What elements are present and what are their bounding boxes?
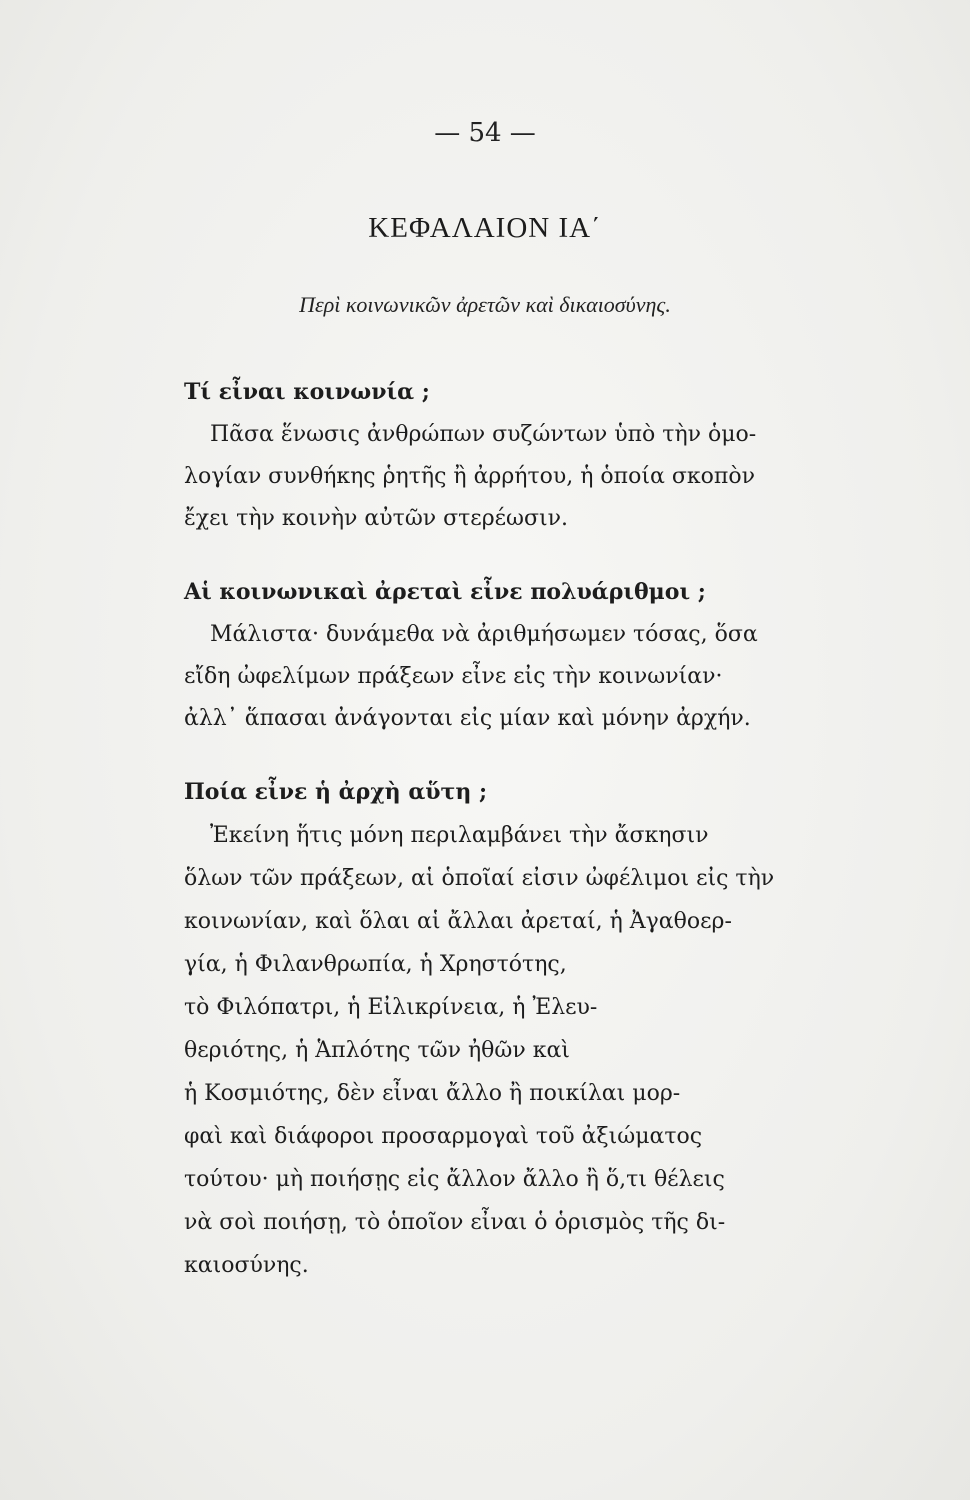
answer-line: ἔχει τὴν κοινὴν αὐτῶν στερέωσιν. <box>184 506 568 531</box>
chapter-subtitle: Περὶ κοινωνικῶν ἀρετῶν καὶ δικαιοσύνης. <box>299 292 671 317</box>
section-2 <box>184 570 844 740</box>
answer-line: τούτου· μὴ ποιήσῃς εἰς ἄλλον ἄλλο ἢ ὅ,τι θέλεις <box>184 1167 725 1192</box>
answer-line: Μάλιστα· δυνάμεθα νὰ ἀριθμήσωμεν τόσας, ὅσα <box>210 622 758 647</box>
question-heading: Αἱ κοινωνικαὶ ἀρεταὶ εἶνε πολυάριθμοι ; <box>184 579 706 605</box>
answer-line: καιοσύνης. <box>184 1253 309 1278</box>
answer-paragraph <box>184 414 844 540</box>
question-heading: Τί εἶναι κοινωνία ; <box>184 379 430 405</box>
answer-line: ὅλων τῶν πράξεων, αἱ ὁποῖαί εἰσιν ὠφέλιμοι εἰς τὴν <box>184 866 775 891</box>
question-heading: Ποία εἶνε ἡ ἀρχὴ αὕτη ; <box>184 779 488 805</box>
answer-line: ἡ Κοσμιότης, δὲν εἶναι ἄλλο ἢ ποικίλαι μορ- <box>184 1081 681 1106</box>
answer-line: νὰ σοὶ ποιήσῃ, τὸ ὁποῖον εἶναι ὁ ὁρισμὸς τῆς δι- <box>184 1210 726 1235</box>
answer-line: κοινωνίαν, καὶ ὅλαι αἱ ἄλλαι ἀρεταί, ἡ Ἀγαθοερ- <box>184 909 732 934</box>
answer-line: τὸ Φιλόπατρι, ἡ Εἰλικρίνεια, ἡ Ἐλευ- <box>184 995 598 1020</box>
answer-paragraph <box>184 614 844 740</box>
page-number: — 54 — <box>434 118 536 148</box>
answer-line: γία, ἡ Φιλανθρωπία, ἡ Χρηστότης, <box>184 952 567 977</box>
section-3 <box>184 770 844 1287</box>
answer-line: θεριότης, ἡ Ἁπλότης τῶν ἠθῶν καὶ <box>184 1038 570 1063</box>
section-1 <box>184 370 844 540</box>
answer-line: ἀλλ᾽ ἅπασαι ἀνάγονται εἰς μίαν καὶ μόνην ἀρχήν. <box>184 706 751 731</box>
answer-line: Ἐκείνη ἥτις μόνη περιλαμβάνει τὴν ἄσκησιν <box>210 823 709 848</box>
chapter-title: ΚΕΦΑΛΑΙΟΝ ΙΑ΄ <box>368 212 602 244</box>
answer-line: Πᾶσα ἕνωσις ἀνθρώπων συζώντων ὑπὸ τὴν ὁμο- <box>210 422 757 447</box>
answer-paragraph <box>184 814 844 1287</box>
answer-line: λογίαν συνθήκης ῥητῆς ἢ ἀρρήτου, ἡ ὁποία σκοπὸν <box>184 464 755 489</box>
answer-line: εἴδη ὠφελίμων πράξεων εἶνε εἰς τὴν κοινωνίαν· <box>184 664 723 689</box>
answer-line: φαὶ καὶ διάφοροι προσαρμογαὶ τοῦ ἀξιώματος <box>184 1124 703 1149</box>
